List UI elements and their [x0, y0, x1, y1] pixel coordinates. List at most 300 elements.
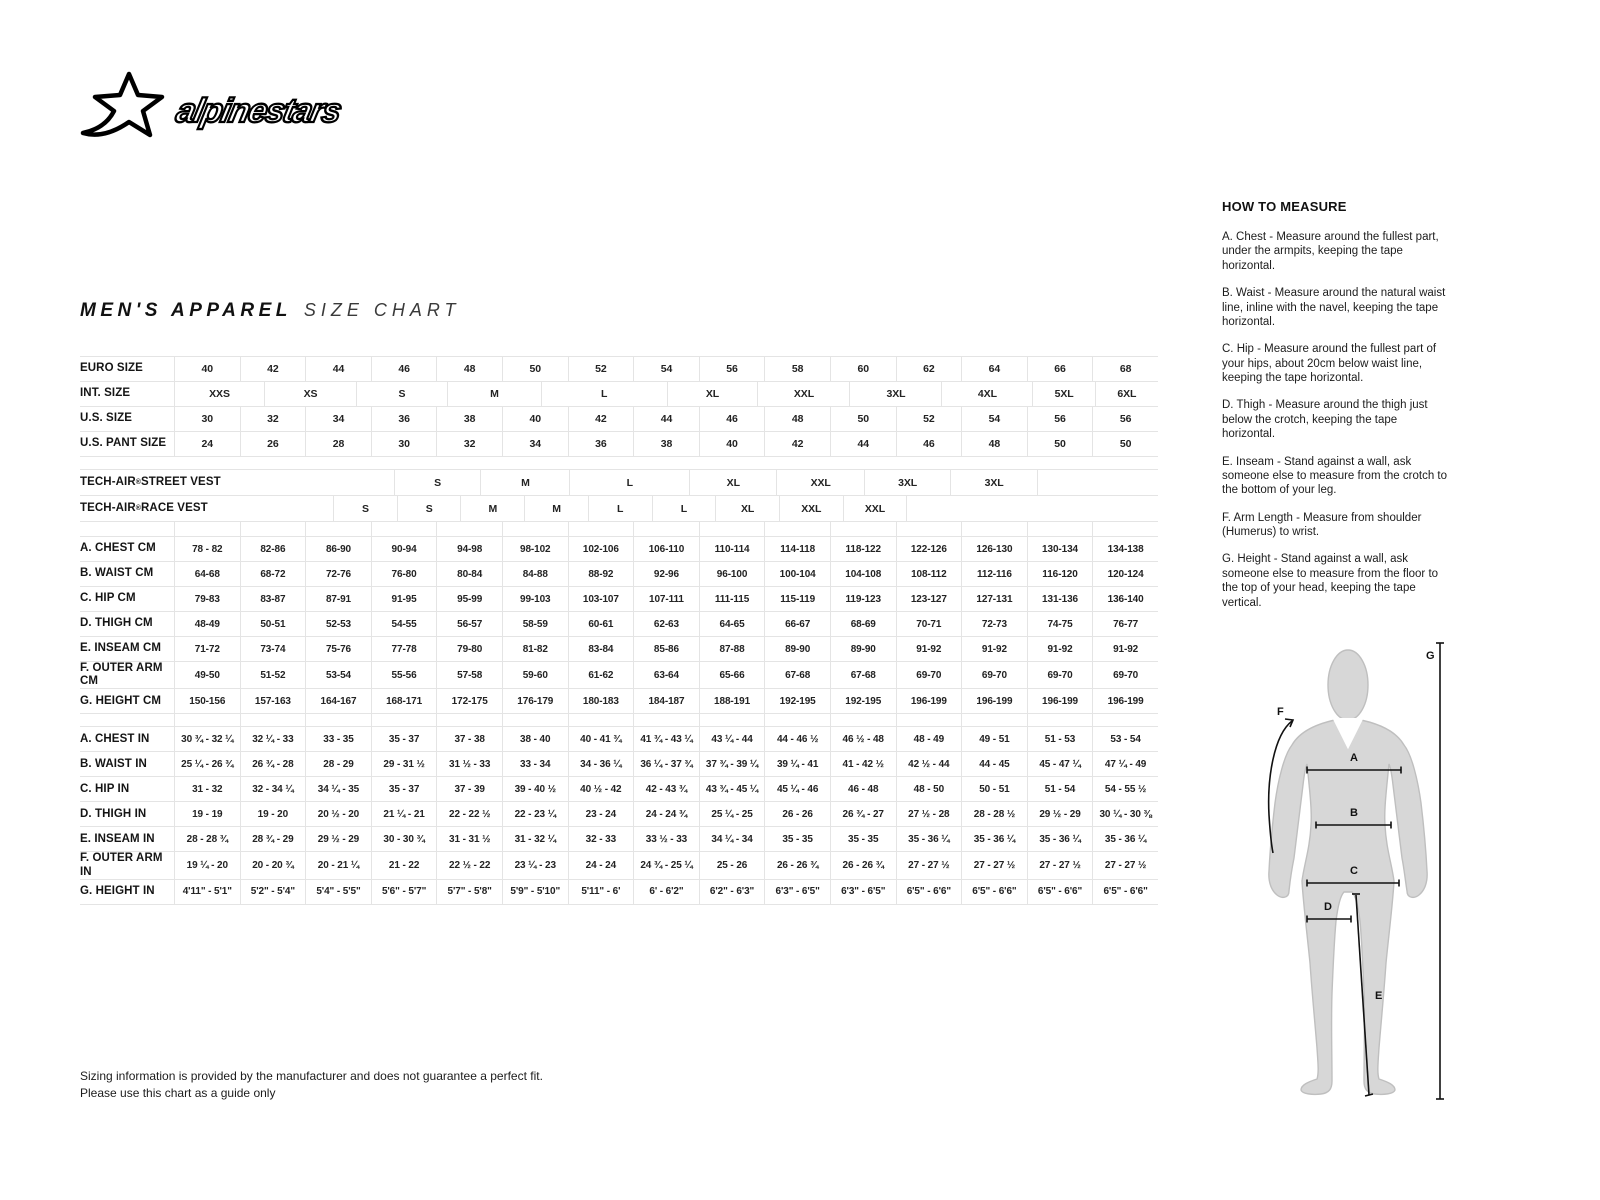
- table-cell: 26 - 26 ¾: [830, 852, 896, 878]
- table-cell: 72-76: [305, 562, 371, 586]
- table-cell: [1027, 714, 1093, 726]
- table-cell: 83-84: [568, 637, 634, 661]
- table-cell: 54: [961, 407, 1027, 431]
- table-cell: 50: [830, 407, 896, 431]
- row-label: [80, 714, 174, 726]
- table-cell: 28 - 28 ¾: [174, 827, 240, 851]
- table-cell: 42: [240, 357, 306, 381]
- table-cell: 21 - 22: [371, 852, 437, 878]
- table-cell: 45 ¼ - 46: [764, 777, 830, 801]
- table-cell: 136-140: [1092, 587, 1158, 611]
- table-cell: 104-108: [830, 562, 896, 586]
- table-cell: [208, 496, 271, 521]
- table-cell: 30: [174, 407, 240, 431]
- table-cell: [896, 522, 962, 536]
- table-cell: [830, 522, 896, 536]
- inch-row: [80, 802, 1158, 827]
- diagram-label-a: A: [1350, 752, 1358, 764]
- table-cell: [502, 714, 568, 726]
- table-cell: [1095, 496, 1158, 521]
- table-cell: 22 - 23 ¼: [502, 802, 568, 826]
- table-cell: 44 - 46 ½: [764, 727, 830, 751]
- table-cell: 67-68: [830, 662, 896, 688]
- table-cell: 21 ¼ - 21: [371, 802, 437, 826]
- table-cell: 31 ½ - 33: [436, 752, 502, 776]
- table-cell: 46 - 48: [830, 777, 896, 801]
- int-size-row: [80, 382, 1158, 407]
- table-cell: 157-163: [240, 689, 306, 713]
- table-cell: 126-130: [961, 537, 1027, 561]
- table-cell: 62: [896, 357, 962, 381]
- table-cell: 32: [436, 432, 502, 456]
- table-cell: [568, 714, 634, 726]
- cm-row: [80, 612, 1158, 637]
- table-cell: [1037, 470, 1158, 495]
- table-cell: [1092, 714, 1158, 726]
- table-cell: 66: [1027, 357, 1093, 381]
- table-cell: 29 - 31 ½: [371, 752, 437, 776]
- diagram-label-f: F: [1277, 706, 1284, 718]
- disclaimer-line2: Please use this chart as a guide only: [80, 1085, 276, 1100]
- table-cell: 100-104: [764, 562, 830, 586]
- table-cell: XXL: [843, 496, 907, 521]
- table-cell: 25 ¼ - 26 ¾: [174, 752, 240, 776]
- page-title: [80, 300, 461, 322]
- table-cell: 69-70: [1027, 662, 1093, 688]
- table-cell: [240, 714, 306, 726]
- table-cell: M: [480, 470, 569, 495]
- table-cell: 86-90: [305, 537, 371, 561]
- table-cell: 23 - 24: [568, 802, 634, 826]
- table-cell: 192-195: [764, 689, 830, 713]
- table-cell: 196-199: [961, 689, 1027, 713]
- table-cell: [240, 522, 306, 536]
- table-cell: 5'7" - 5'8": [436, 880, 502, 904]
- table-cell: 114-118: [764, 537, 830, 561]
- measure-instruction: A. Chest - Measure around the fullest part, under the armpits, keeping the tape horizontal.: [1222, 231, 1439, 272]
- table-cell: 26 - 26: [764, 802, 830, 826]
- table-cell: 34: [502, 432, 568, 456]
- table-cell: 44: [633, 407, 699, 431]
- table-cell: 48-49: [174, 612, 240, 636]
- inch-row: [80, 827, 1158, 852]
- table-cell: 30 ¼ - 30 ⅜: [1092, 802, 1158, 826]
- table-cell: [436, 714, 502, 726]
- table-cell: 40: [174, 357, 240, 381]
- diagram-label-d: D: [1324, 901, 1332, 913]
- row-label: INT. SIZE: [80, 387, 131, 400]
- table-cell: 5'4" - 5'5": [305, 880, 371, 904]
- table-cell: [371, 522, 437, 536]
- table-cell: L: [652, 496, 716, 521]
- tech-air-race-vest-row: [80, 496, 1158, 522]
- how-to-measure-title: HOW TO MEASURE: [1222, 199, 1347, 214]
- measure-instruction: D. Thigh - Measure around the thigh just below the crotch, keeping the tape horizontal.: [1222, 399, 1428, 441]
- table-cell: 33 - 34: [502, 752, 568, 776]
- table-cell: 69-70: [961, 662, 1027, 688]
- table-cell: 130-134: [1027, 537, 1093, 561]
- table-cell: 48 - 49: [896, 727, 962, 751]
- table-cell: 43 ¾ - 45 ¼: [699, 777, 765, 801]
- table-cell: 196-199: [896, 689, 962, 713]
- table-cell: 40: [502, 407, 568, 431]
- table-cell: [699, 522, 765, 536]
- cm-row: [80, 587, 1158, 612]
- table-cell: 64: [961, 357, 1027, 381]
- table-cell: 20 - 20 ¾: [240, 852, 306, 878]
- row-label: EURO SIZE: [80, 362, 143, 375]
- table-cell: 188-191: [699, 689, 765, 713]
- table-cell: [1027, 522, 1093, 536]
- table-cell: [436, 522, 502, 536]
- table-cell: 89-90: [830, 637, 896, 661]
- table-cell: 68-69: [830, 612, 896, 636]
- table-cell: 120-124: [1092, 562, 1158, 586]
- table-cell: 26 - 26 ¾: [764, 852, 830, 878]
- table-cell: 19 - 19: [174, 802, 240, 826]
- table-cell: 77-78: [371, 637, 437, 661]
- table-cell: 123-127: [896, 587, 962, 611]
- table-cell: 56-57: [436, 612, 502, 636]
- table-cell: 26 ¾ - 27: [830, 802, 896, 826]
- table-cell: 36: [568, 432, 634, 456]
- table-cell: 59-60: [502, 662, 568, 688]
- table-cell: 19 ¼ - 20: [174, 852, 240, 878]
- table-cell: 58-59: [502, 612, 568, 636]
- table-cell: 42 - 43 ¾: [633, 777, 699, 801]
- logo-wordmark: alpinestars: [172, 92, 344, 130]
- table-cell: 41 ¾ - 43 ¼: [633, 727, 699, 751]
- table-cell: [764, 522, 830, 536]
- table-cell: 61-62: [568, 662, 634, 688]
- table-cell: 27 - 27 ½: [961, 852, 1027, 878]
- table-cell: 25 ¼ - 25: [699, 802, 765, 826]
- row-label: U.S. PANT SIZE: [80, 437, 167, 450]
- table-cell: [270, 496, 333, 521]
- table-cell: 37 - 39: [436, 777, 502, 801]
- table-cell: 107-111: [633, 587, 699, 611]
- measure-instruction: F. Arm Length - Measure from shoulder (Humerus) to wrist.: [1222, 511, 1422, 538]
- table-cell: 24 - 24 ¾: [633, 802, 699, 826]
- table-cell: 69-70: [896, 662, 962, 688]
- table-cell: 88-92: [568, 562, 634, 586]
- table-cell: 64-68: [174, 562, 240, 586]
- table-cell: 58: [764, 357, 830, 381]
- table-cell: 64-65: [699, 612, 765, 636]
- spacer-row: [80, 522, 1158, 537]
- table-cell: 33 ½ - 33: [633, 827, 699, 851]
- table-cell: L: [588, 496, 652, 521]
- table-cell: 35 - 35: [764, 827, 830, 851]
- table-cell: 91-92: [1027, 637, 1093, 661]
- table-cell: 5'9" - 5'10": [502, 880, 568, 904]
- table-cell: 98-102: [502, 537, 568, 561]
- disclaimer-line1: Sizing information is provided by the manufacturer and does not guarantee a perfect fit.: [80, 1069, 543, 1083]
- row-label: G. HEIGHT IN: [80, 885, 155, 898]
- table-cell: 127-131: [961, 587, 1027, 611]
- table-cell: [371, 714, 437, 726]
- table-cell: 22 - 22 ½: [436, 802, 502, 826]
- spacer-row: [80, 714, 1158, 727]
- table-cell: 56: [1092, 407, 1158, 431]
- table-cell: [906, 496, 970, 521]
- table-cell: 111-115: [699, 587, 765, 611]
- table-cell: 116-120: [1027, 562, 1093, 586]
- table-cell: 68: [1092, 357, 1158, 381]
- table-cell: 35 - 35: [830, 827, 896, 851]
- table-cell: 57-58: [436, 662, 502, 688]
- table-cell: 19 - 20: [240, 802, 306, 826]
- table-cell: [699, 714, 765, 726]
- table-cell: 119-123: [830, 587, 896, 611]
- table-cell: 26: [240, 432, 306, 456]
- table-cell: 79-83: [174, 587, 240, 611]
- table-cell: 42: [764, 432, 830, 456]
- row-label: E. INSEAM IN: [80, 832, 155, 845]
- table-cell: 28 ¾ - 29: [240, 827, 306, 851]
- table-cell: 54: [633, 357, 699, 381]
- table-cell: 25 - 26: [699, 852, 765, 878]
- disclaimer: [80, 1068, 543, 1102]
- table-cell: 6'5" - 6'6": [1092, 880, 1158, 904]
- table-cell: M: [524, 496, 588, 521]
- table-cell: M: [460, 496, 524, 521]
- table-cell: 33 - 35: [305, 727, 371, 751]
- table-cell: 47 ¼ - 49: [1092, 752, 1158, 776]
- table-cell: 76-77: [1092, 612, 1158, 636]
- inch-row: [80, 852, 1158, 879]
- table-cell: 62-63: [633, 612, 699, 636]
- table-cell: 108-112: [896, 562, 962, 586]
- table-cell: 32 - 33: [568, 827, 634, 851]
- table-cell: S: [333, 496, 397, 521]
- table-cell: 51 - 54: [1027, 777, 1093, 801]
- size-table: [80, 356, 1158, 905]
- table-cell: 60: [830, 357, 896, 381]
- table-cell: 42 ½ - 44: [896, 752, 962, 776]
- table-cell: [970, 496, 1033, 521]
- table-cell: 46 ½ - 48: [830, 727, 896, 751]
- measure-instruction: B. Waist - Measure around the natural waist line, inline with the navel, keeping the tape horizontal.: [1222, 287, 1446, 328]
- alpinestars-logo: [76, 68, 354, 152]
- table-cell: 56: [699, 357, 765, 381]
- table-cell: [305, 714, 371, 726]
- table-cell: 6'5" - 6'6": [896, 880, 962, 904]
- table-cell: 6'3" - 6'5": [764, 880, 830, 904]
- table-cell: 184-187: [633, 689, 699, 713]
- table-cell: 38: [633, 432, 699, 456]
- inch-row: [80, 727, 1158, 752]
- inch-row: [80, 880, 1158, 905]
- table-cell: 73-74: [240, 637, 306, 661]
- cm-row: [80, 562, 1158, 587]
- table-cell: 79-80: [436, 637, 502, 661]
- table-cell: M: [447, 382, 541, 406]
- table-cell: [633, 522, 699, 536]
- table-cell: 49 - 51: [961, 727, 1027, 751]
- table-cell: 106-110: [633, 537, 699, 561]
- row-label: A. CHEST CM: [80, 542, 156, 555]
- table-cell: 164-167: [305, 689, 371, 713]
- table-cell: 76-80: [371, 562, 437, 586]
- table-cell: 6XL: [1095, 382, 1158, 406]
- table-cell: 118-122: [830, 537, 896, 561]
- diagram-label-e: E: [1375, 990, 1383, 1002]
- row-label: D. THIGH CM: [80, 617, 153, 630]
- table-cell: 31 - 32: [174, 777, 240, 801]
- table-cell: 150-156: [174, 689, 240, 713]
- table-cell: XXL: [779, 496, 843, 521]
- table-cell: XXS: [174, 382, 264, 406]
- table-cell: 52: [896, 407, 962, 431]
- table-cell: XXL: [776, 470, 864, 495]
- table-cell: 80-84: [436, 562, 502, 586]
- table-cell: 40 - 41 ¾: [568, 727, 634, 751]
- table-cell: 44 - 45: [961, 752, 1027, 776]
- table-cell: 44: [830, 432, 896, 456]
- table-cell: 82-86: [240, 537, 306, 561]
- table-cell: 39 ¼ - 41: [764, 752, 830, 776]
- table-cell: 55-56: [371, 662, 437, 688]
- table-cell: 53-54: [305, 662, 371, 688]
- us-size-row: [80, 407, 1158, 432]
- table-cell: 6'3" - 6'5": [830, 880, 896, 904]
- table-cell: 84-88: [502, 562, 568, 586]
- table-cell: [633, 714, 699, 726]
- table-cell: 50-51: [240, 612, 306, 636]
- table-cell: 51 - 53: [1027, 727, 1093, 751]
- body-measurement-diagram: [1228, 633, 1558, 1105]
- table-cell: XXL: [757, 382, 849, 406]
- inch-row: [80, 752, 1158, 777]
- table-cell: 39 - 40 ½: [502, 777, 568, 801]
- table-cell: 89-90: [764, 637, 830, 661]
- table-cell: [568, 522, 634, 536]
- table-cell: 67-68: [764, 662, 830, 688]
- page-title-main: MEN'S APPAREL: [80, 300, 292, 321]
- diagram-label-g: G: [1426, 650, 1435, 662]
- table-cell: 85-86: [633, 637, 699, 661]
- table-cell: 6' - 6'2": [633, 880, 699, 904]
- table-cell: 96-100: [699, 562, 765, 586]
- table-cell: 48: [764, 407, 830, 431]
- table-cell: 35 - 36 ¼: [1027, 827, 1093, 851]
- table-cell: S: [356, 382, 447, 406]
- table-cell: 48: [961, 432, 1027, 456]
- table-cell: 196-199: [1027, 689, 1093, 713]
- table-cell: 40: [699, 432, 765, 456]
- table-cell: 29 ½ - 29: [1027, 802, 1093, 826]
- table-cell: 192-195: [830, 689, 896, 713]
- table-cell: [305, 522, 371, 536]
- table-cell: 48 - 50: [896, 777, 962, 801]
- table-cell: 78 - 82: [174, 537, 240, 561]
- table-cell: 5'11" - 6': [568, 880, 634, 904]
- table-cell: 28 - 29: [305, 752, 371, 776]
- table-cell: 46: [371, 357, 437, 381]
- table-cell: 172-175: [436, 689, 502, 713]
- table-cell: 71-72: [174, 637, 240, 661]
- table-cell: 6'2" - 6'3": [699, 880, 765, 904]
- table-cell: 45 - 47 ¼: [1027, 752, 1093, 776]
- table-cell: 103-107: [568, 587, 634, 611]
- table-cell: 42: [568, 407, 634, 431]
- row-label: [80, 522, 174, 536]
- page-title-sub: SIZE CHART: [303, 300, 461, 320]
- table-cell: 134-138: [1092, 537, 1158, 561]
- table-cell: 44: [305, 357, 371, 381]
- table-cell: 4XL: [941, 382, 1032, 406]
- table-cell: 38: [436, 407, 502, 431]
- table-cell: 5'6" - 5'7": [371, 880, 437, 904]
- table-cell: 91-92: [896, 637, 962, 661]
- table-cell: 41 - 42 ½: [830, 752, 896, 776]
- table-cell: 50: [502, 357, 568, 381]
- table-cell: 176-179: [502, 689, 568, 713]
- table-cell: 20 ½ - 20: [305, 802, 371, 826]
- table-cell: 110-114: [699, 537, 765, 561]
- table-cell: 3XL: [950, 470, 1037, 495]
- table-cell: 66-67: [764, 612, 830, 636]
- height-measure-line: [1436, 643, 1444, 1099]
- table-cell: XL: [689, 470, 776, 495]
- euro-size-row: [80, 357, 1158, 382]
- table-cell: 56: [1027, 407, 1093, 431]
- table-cell: 6'5" - 6'6": [1027, 880, 1093, 904]
- row-label: A. CHEST IN: [80, 732, 150, 745]
- table-cell: 180-183: [568, 689, 634, 713]
- body-silhouette-icon: [1269, 650, 1427, 1094]
- table-cell: [174, 522, 240, 536]
- row-label: C. HIP IN: [80, 782, 130, 795]
- row-label: B. WAIST IN: [80, 757, 147, 770]
- table-cell: 49-50: [174, 662, 240, 688]
- table-cell: 20 - 21 ¼: [305, 852, 371, 878]
- table-cell: 92-96: [633, 562, 699, 586]
- diagram-label-c: C: [1350, 865, 1358, 877]
- table-cell: 31 - 32 ¼: [502, 827, 568, 851]
- measure-instruction: G. Height - Stand against a wall, ask someone else to measure from the floor to the top of your head, keeping the tape vertical.: [1222, 553, 1439, 609]
- table-cell: 81-82: [502, 637, 568, 661]
- table-cell: 5XL: [1032, 382, 1094, 406]
- row-label: B. WAIST CM: [80, 567, 154, 580]
- table-cell: 34 ¼ - 34: [699, 827, 765, 851]
- table-cell: XS: [264, 382, 356, 406]
- table-cell: 32 - 34 ¼: [240, 777, 306, 801]
- table-cell: 53 - 54: [1092, 727, 1158, 751]
- table-cell: 87-91: [305, 587, 371, 611]
- table-cell: 60-61: [568, 612, 634, 636]
- table-cell: 50: [1027, 432, 1093, 456]
- measure-instruction: C. Hip - Measure around the fullest part of your hips, about 20cm below waist line, keeping the tape horizontal.: [1222, 343, 1437, 384]
- table-cell: 99-103: [502, 587, 568, 611]
- table-cell: 37 ¾ - 39 ¼: [699, 752, 765, 776]
- diagram-label-b: B: [1350, 807, 1358, 819]
- table-cell: XL: [715, 496, 779, 521]
- table-cell: 69-70: [1092, 662, 1158, 688]
- table-cell: S: [397, 496, 461, 521]
- table-cell: [502, 522, 568, 536]
- table-cell: 40 ½ - 42: [568, 777, 634, 801]
- table-cell: 34: [305, 407, 371, 431]
- table-cell: 54 - 55 ½: [1092, 777, 1158, 801]
- table-cell: 6'5" - 6'6": [961, 880, 1027, 904]
- table-cell: 27 ½ - 28: [896, 802, 962, 826]
- table-cell: 35 - 36 ¼: [896, 827, 962, 851]
- table-cell: 35 - 36 ¼: [961, 827, 1027, 851]
- tech-air-street-vest-row: [80, 470, 1158, 496]
- table-cell: 46: [896, 432, 962, 456]
